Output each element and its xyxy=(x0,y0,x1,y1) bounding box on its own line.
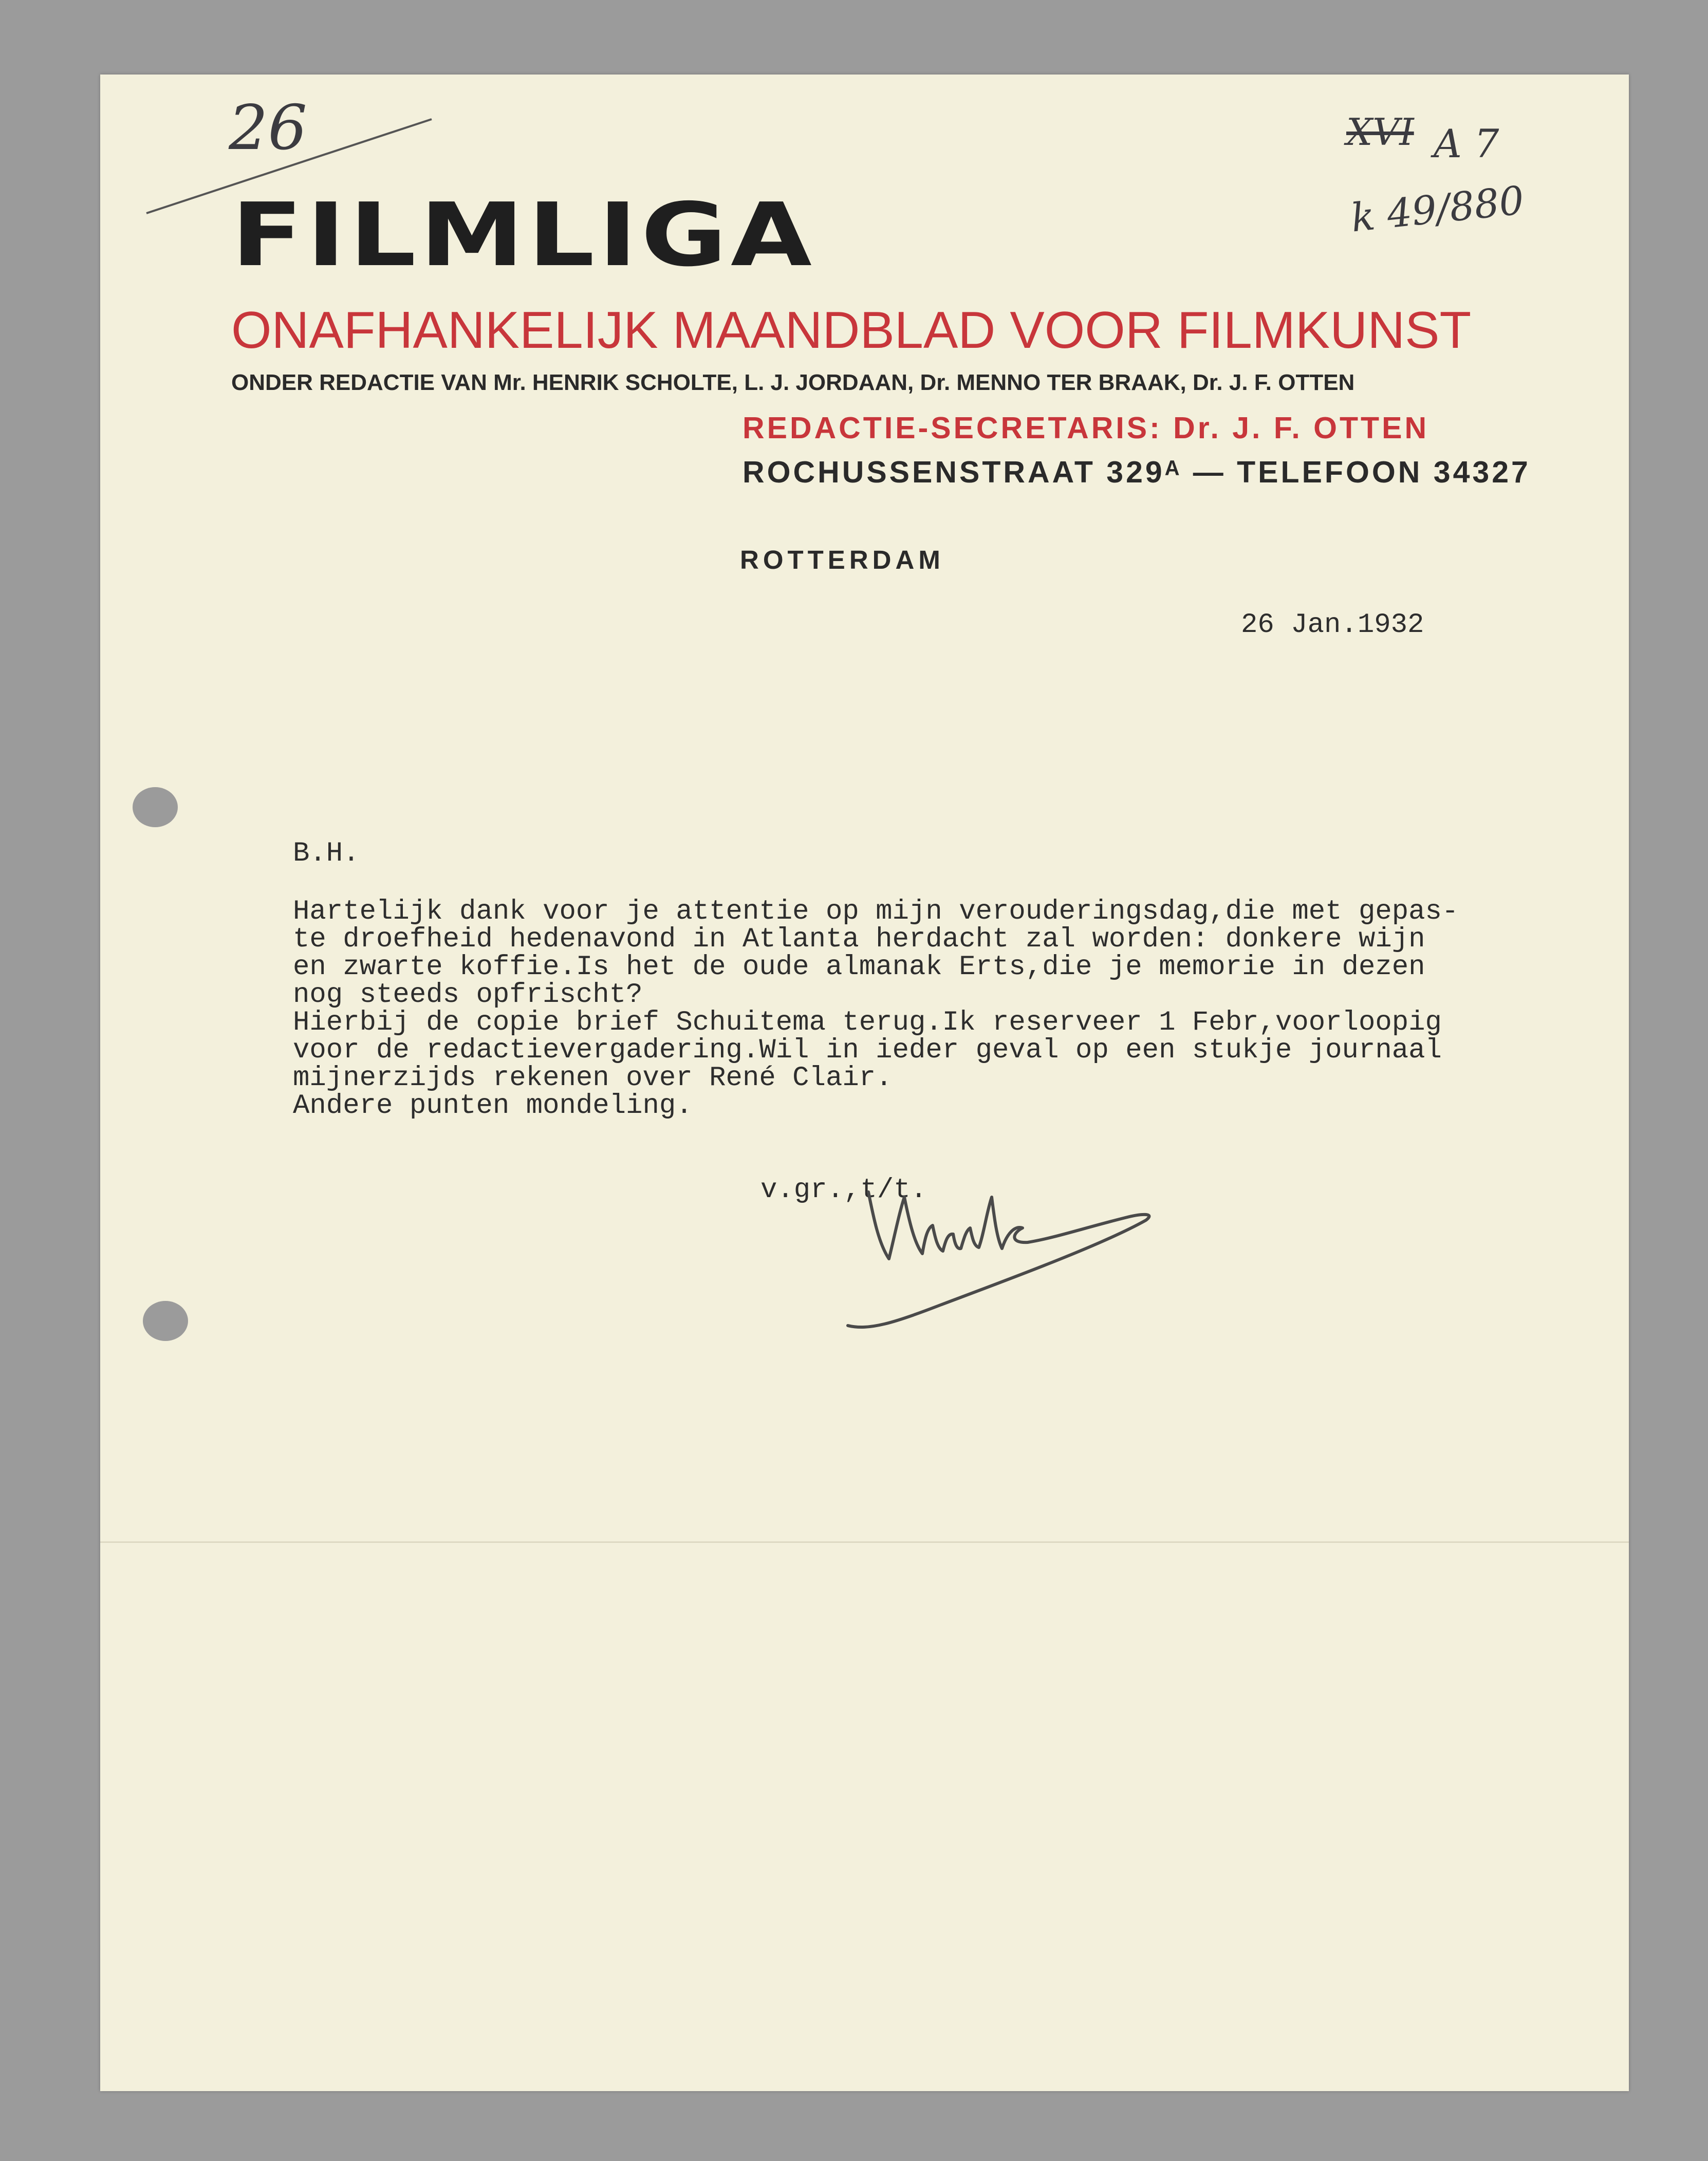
handwritten-number: 26 xyxy=(229,92,307,164)
letter-line: Hartelijk dank voor je attentie op mijn verouderingsdag,die met gepas- xyxy=(293,896,1459,927)
punch-hole-top xyxy=(133,787,178,827)
punch-hole-bottom xyxy=(143,1301,188,1341)
closing: v.gr.,t/t. xyxy=(760,1175,927,1206)
archive-reference: k 49/880 xyxy=(1349,177,1527,241)
fold-line xyxy=(100,1541,1629,1543)
archive-code-struck: XVI xyxy=(1346,110,1414,154)
editors-line: ONDER REDACTIE VAN Mr. HENRIK SCHOLTE, L. J. JORDAAN, Dr. MENNO TER BRAAK, Dr. J. F. OTTEN xyxy=(231,370,1355,395)
letter-line: mijnerzijds rekenen over René Clair. xyxy=(293,1063,893,1094)
archive-code-suffix: A 7 xyxy=(1434,121,1499,166)
tagline: ONAFHANKELIJK MAANDBLAD VOOR FILMKUNST xyxy=(231,302,1472,359)
letter-line: te droefheid hedenavond in Atlanta herdacht zal worden: donkere wijn xyxy=(293,924,1425,955)
letter-date: 26 Jan.1932 xyxy=(1241,609,1424,641)
letter-line: voor de redactievergadering.Wil in ieder geval op een stukje journaal xyxy=(293,1035,1442,1066)
letter-line: en zwarte koffie.Is het de oude almanak Erts,die je memorie in dezen xyxy=(293,952,1425,983)
address-line: ROCHUSSENSTRAAT 329ᴬ — TELEFOON 34327 xyxy=(742,455,1531,489)
signature-icon xyxy=(838,1177,1166,1341)
letter-line: Hierbij de copie brief Schuitema terug.Ik reserveer 1 Febr,voorloopig xyxy=(293,1007,1442,1038)
letter-line: Andere punten mondeling. xyxy=(293,1090,693,1122)
city-line: ROTTERDAM xyxy=(740,545,944,574)
brand-logo: FILMLIGA xyxy=(231,184,816,286)
salutation: B.H. xyxy=(293,838,360,869)
letter-line: nog steeds opfrischt? xyxy=(293,979,643,1011)
secretary-line: REDACTIE-SECRETARIS: Dr. J. F. OTTEN xyxy=(742,411,1429,445)
